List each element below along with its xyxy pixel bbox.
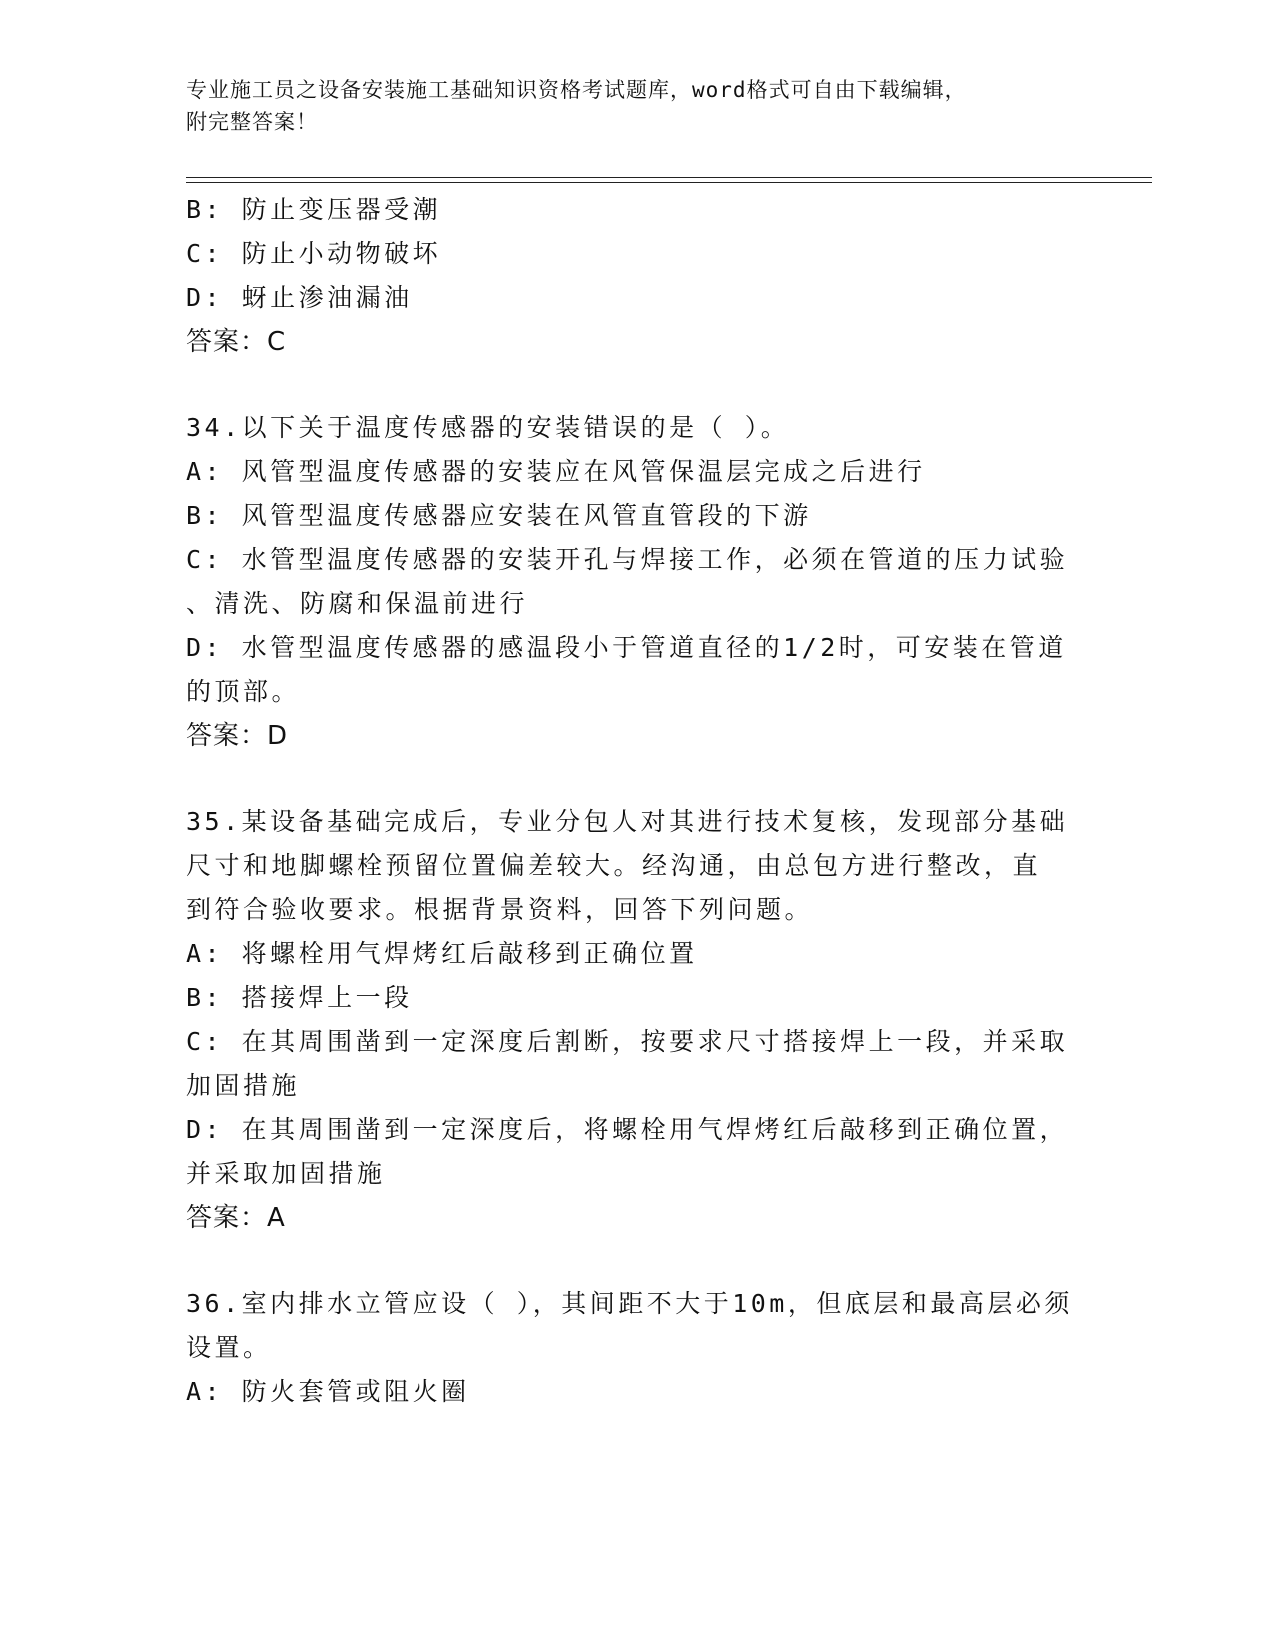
header-title-line-1: 专业施工员之设备安装施工基础知识资格考试题库，word格式可自由下载编辑，: [186, 78, 967, 102]
q35-option-d-line-2: 并采取加固措施: [186, 1159, 386, 1188]
q35-option-b: B: 搭接焊上一段: [186, 983, 413, 1012]
q35-stem-line-2: 尺寸和地脚螺栓预留位置偏差较大。经沟通，由总包方进行整改，直: [186, 851, 1042, 880]
q33-answer: 答案：C: [186, 327, 287, 357]
q34-option-b: B: 风管型温度传感器应安装在风管直管段的下游: [186, 501, 812, 530]
q36-option-a: A: 防火套管或阻火圈: [186, 1377, 470, 1406]
q35-option-d-line-1: D: 在其周围凿到一定深度后，将螺栓用气焊烤红后敲移到正确位置，: [186, 1115, 1069, 1144]
q36-stem-line-1: 36.室内排水立管应设（ ），其间距不大于10m，但底层和最高层必须: [186, 1289, 1073, 1318]
q35-option-c-line-1: C: 在其周围凿到一定深度后割断，按要求尺寸搭接焊上一段，并采取: [186, 1027, 1069, 1056]
q34-option-d-line-1: D: 水管型温度传感器的感温段小于管道直径的1/2时，可安装在管道: [186, 633, 1067, 662]
q33-option-b: B: 防止变压器受潮: [186, 195, 442, 224]
q35-stem-line-1: 35.某设备基础完成后，专业分包人对其进行技术复核，发现部分基础: [186, 807, 1069, 836]
q35-answer: 答案：A: [186, 1203, 286, 1233]
document-header: [186, 74, 1086, 138]
q36-stem-line-2: 设置。: [186, 1333, 272, 1362]
q35-option-a: A: 将螺栓用气焊烤红后敲移到正确位置: [186, 939, 698, 968]
q34-stem: 34.以下关于温度传感器的安装错误的是（ ）。: [186, 413, 790, 442]
q33-option-d: D: 蚜止渗油漏油: [186, 283, 413, 312]
q34-answer: 答案：D: [186, 721, 289, 751]
q34-option-d-line-2: 的顶部。: [186, 677, 301, 706]
header-divider-top: [186, 177, 1152, 178]
q34-option-a: A: 风管型温度传感器的安装应在风管保温层完成之后进行: [186, 457, 926, 486]
q34-option-c-line-1: C: 水管型温度传感器的安装开孔与焊接工作，必须在管道的压力试验: [186, 545, 1069, 574]
q35-stem-line-3: 到符合验收要求。根据背景资料，回答下列问题。: [186, 895, 814, 924]
header-divider-bottom: [186, 182, 1152, 183]
q35-option-c-line-2: 加固措施: [186, 1071, 301, 1100]
q33-option-c: C: 防止小动物破坏: [186, 239, 442, 268]
q34-option-c-line-2: 、清洗、防腐和保温前进行: [186, 589, 529, 618]
header-title-line-2: 附完整答案！: [186, 110, 318, 134]
